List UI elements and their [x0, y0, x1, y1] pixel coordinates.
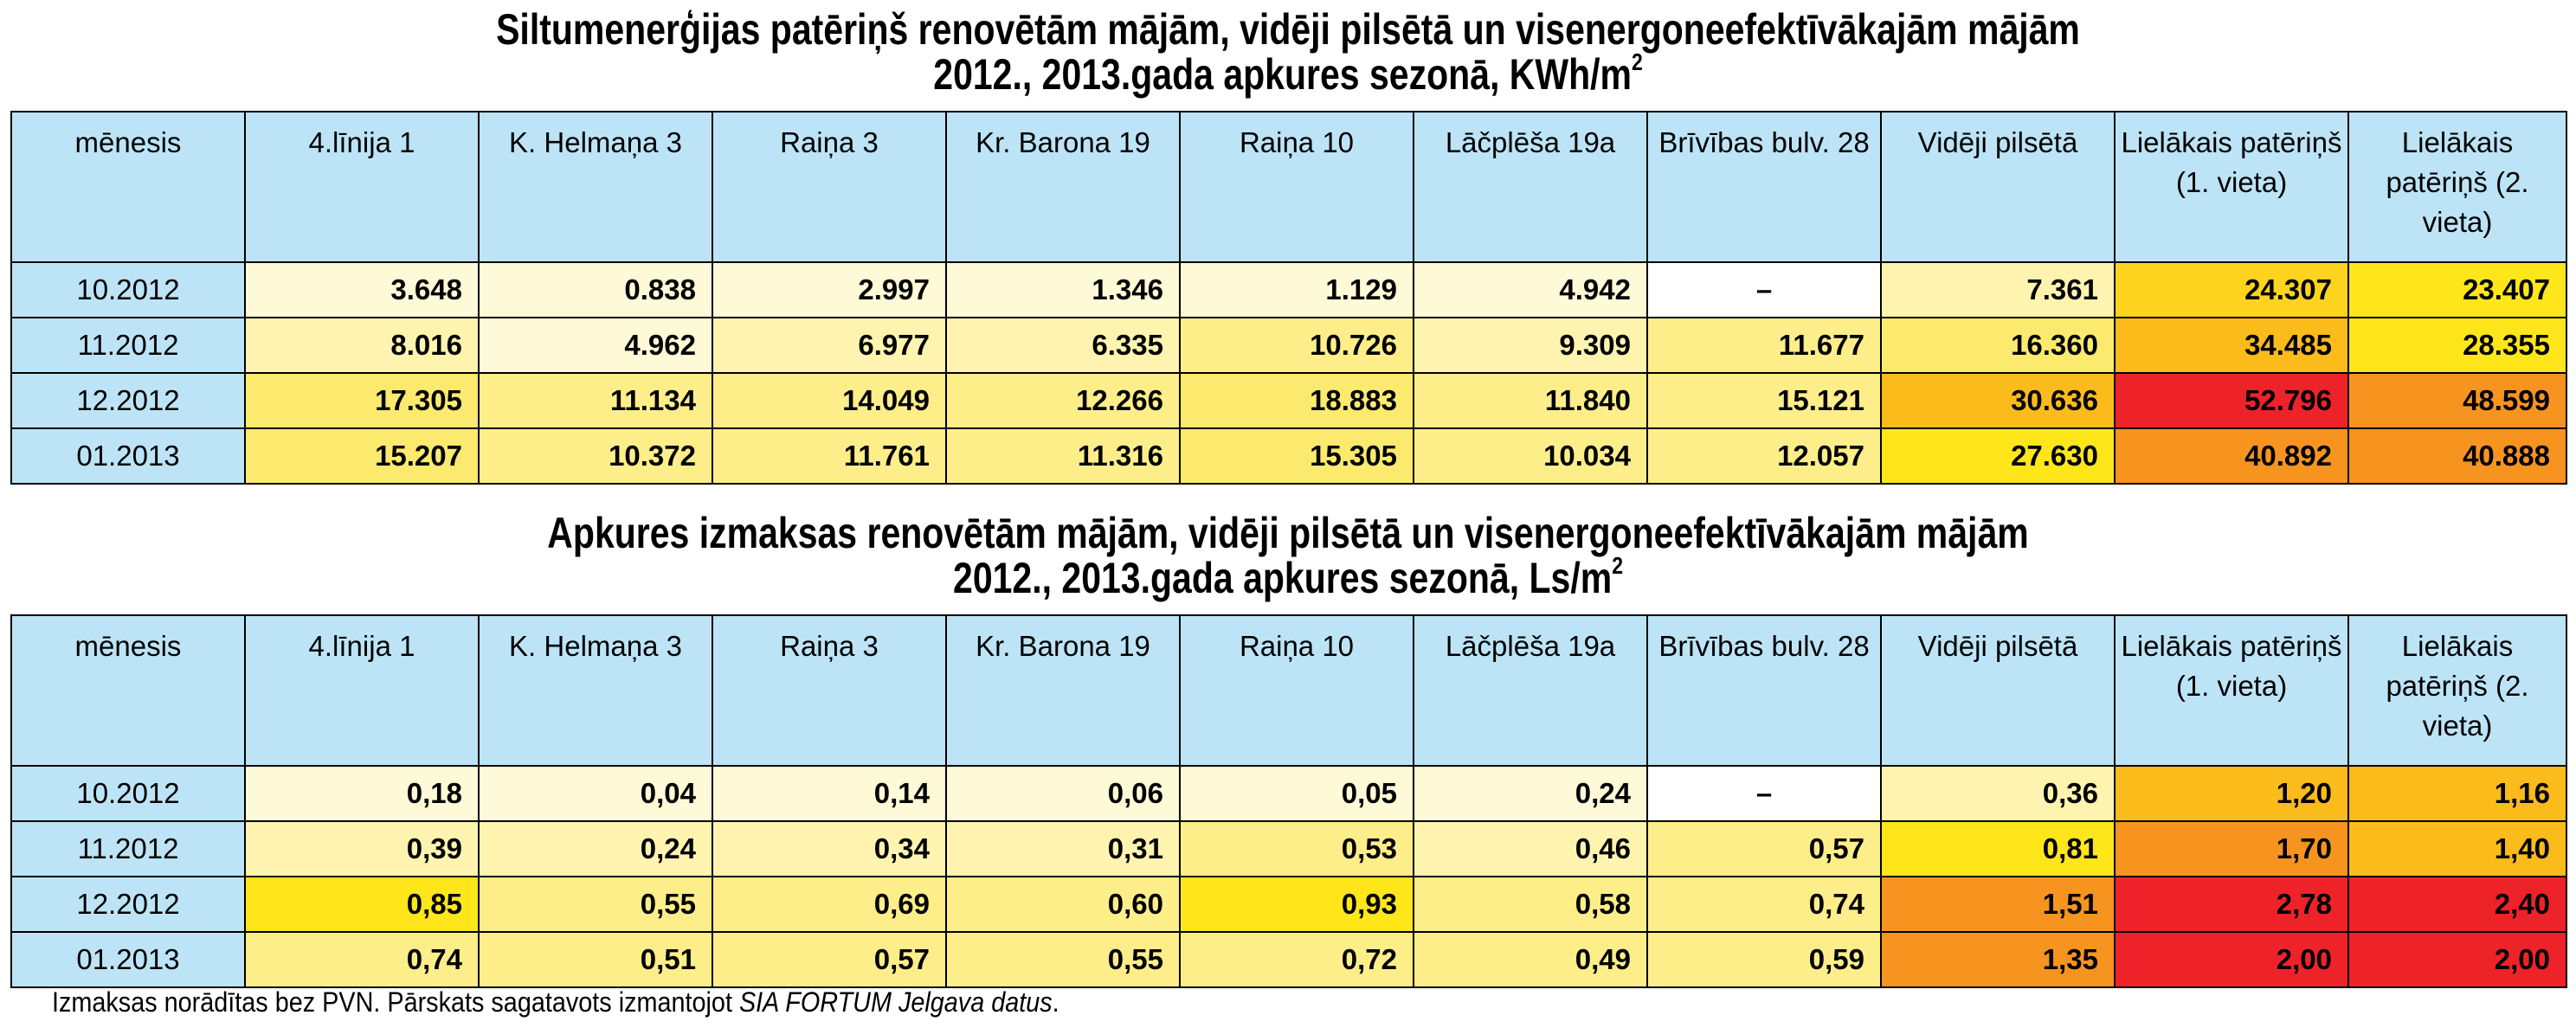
table2-header-cell: Raiņa 10 — [1180, 615, 1414, 766]
table2-value-cell: 0,93 — [1180, 877, 1414, 932]
table1-value-cell: 15.121 — [1647, 373, 1881, 428]
table1-value-cell: 6.977 — [712, 318, 946, 373]
table2-value-cell: 1,70 — [2115, 821, 2348, 877]
table1-header-cell: Kr. Barona 19 — [946, 112, 1180, 262]
table2-value-cell: 0,55 — [479, 877, 712, 932]
table1-value-cell: 18.883 — [1180, 373, 1414, 428]
table2-value-cell: 0,57 — [712, 932, 946, 987]
table2-header-cell: Lielākais patēriņš (2. vieta) — [2348, 615, 2566, 766]
table1-value-cell: 40.892 — [2115, 428, 2348, 484]
table1-value-cell: 15.305 — [1180, 428, 1414, 484]
footnote-text: Izmaksas norādītas bez PVN. Pārskats sagatavots izmantojot — [52, 986, 739, 1018]
table2-value-cell: 0,06 — [946, 766, 1180, 821]
table2-header-cell: Lielākais patēriņš (1. vieta) — [2115, 615, 2348, 766]
table2-value-cell: 0,74 — [1647, 877, 1881, 932]
table1-value-cell: 3.648 — [245, 262, 479, 318]
table1-value-cell: 15.207 — [245, 428, 479, 484]
table1-header-cell: 4.līnija 1 — [245, 112, 479, 262]
table2-value-cell: 0,53 — [1180, 821, 1414, 877]
table2-title — [232, 511, 2344, 601]
table1-value-cell: 4.962 — [479, 318, 712, 373]
table2-title-line2 — [232, 552, 2344, 602]
table2-header-cell: Brīvības bulv. 28 — [1647, 615, 1881, 766]
table2-value-cell: 0,85 — [245, 877, 479, 932]
table2-value-cell: 2,78 — [2115, 877, 2348, 932]
table1-value-cell: 11.840 — [1414, 373, 1647, 428]
table2-value-cell: 1,40 — [2348, 821, 2566, 877]
table2-month-cell: 10.2012 — [11, 766, 245, 821]
table1-value-cell: 24.307 — [2115, 262, 2348, 318]
table2-value-cell: 1,20 — [2115, 766, 2348, 821]
table1-header-cell: mēnesis — [11, 112, 245, 262]
table1-value-cell: 11.761 — [712, 428, 946, 484]
table1-value-cell: 8.016 — [245, 318, 479, 373]
table1-header-cell: Brīvības bulv. 28 — [1647, 112, 1881, 262]
table2-value-cell: 0,46 — [1414, 821, 1647, 877]
table2-value-cell: 0,58 — [1414, 877, 1647, 932]
table1-value-cell: 1.346 — [946, 262, 1180, 318]
table2-value-cell: 0,18 — [245, 766, 479, 821]
table2-value-cell: 0,72 — [1180, 932, 1414, 987]
table1-value-cell: 11.316 — [946, 428, 1180, 484]
table2-value-cell: 0,39 — [245, 821, 479, 877]
table2-header-cell: 4.līnija 1 — [245, 615, 479, 766]
table2-value-cell: 0,24 — [1414, 766, 1647, 821]
table1-value-cell: 10.726 — [1180, 318, 1414, 373]
table1-row — [11, 373, 2566, 428]
table1-value-cell: 14.049 — [712, 373, 946, 428]
table2-month-cell: 01.2013 — [11, 932, 245, 987]
table2-value-cell: 0,34 — [712, 821, 946, 877]
footnote-end: . — [1052, 986, 1059, 1018]
table1-value-cell: 34.485 — [2115, 318, 2348, 373]
table1-value-cell: 28.355 — [2348, 318, 2566, 373]
table1-header-cell: Vidēji pilsētā — [1881, 112, 2115, 262]
table2-header-cell: mēnesis — [11, 615, 245, 766]
table1-value-cell: 12.057 — [1647, 428, 1881, 484]
table2-body — [11, 766, 2566, 987]
table2-value-cell: 0,60 — [946, 877, 1180, 932]
table2-row — [11, 932, 2566, 987]
table2-value-cell: 1,51 — [1881, 877, 2115, 932]
table1-title-line2 — [232, 48, 2344, 99]
table2-value-cell: 0,04 — [479, 766, 712, 821]
table1-value-cell: 10.034 — [1414, 428, 1647, 484]
table1-row — [11, 318, 2566, 373]
table1-title-sup: 2 — [1631, 48, 1643, 75]
table1-value-cell: 12.266 — [946, 373, 1180, 428]
table1-body — [11, 262, 2566, 484]
heating-costs-table — [10, 614, 2567, 988]
table2-header-cell: Lāčplēša 19a — [1414, 615, 1647, 766]
table1-title — [232, 7, 2344, 97]
table1-header-cell: Lielākais patēriņš (1. vieta) — [2115, 112, 2348, 262]
table1-value-cell: 17.305 — [245, 373, 479, 428]
table2-header-cell: Raiņa 3 — [712, 615, 946, 766]
table1-value-cell: 16.360 — [1881, 318, 2115, 373]
table2-row — [11, 877, 2566, 932]
table1-value-cell: 4.942 — [1414, 262, 1647, 318]
table1-value-cell: 27.630 — [1881, 428, 2115, 484]
table1-month-cell: 12.2012 — [11, 373, 245, 428]
table2-value-cell: 0,31 — [946, 821, 1180, 877]
table2-row — [11, 766, 2566, 821]
table1-value-cell: 7.361 — [1881, 262, 2115, 318]
table1-value-cell: 48.599 — [2348, 373, 2566, 428]
table1-header-cell: K. Helmaņa 3 — [479, 112, 712, 262]
table2-value-cell: 0,55 — [946, 932, 1180, 987]
table2-value-cell: 1,16 — [2348, 766, 2566, 821]
table2-title-sup: 2 — [1612, 552, 1623, 579]
table1-value-cell: – — [1647, 262, 1881, 318]
table1-value-cell: 23.407 — [2348, 262, 2566, 318]
footnote — [52, 986, 1059, 1018]
table2-value-cell: 0,05 — [1180, 766, 1414, 821]
table2-value-cell: 0,14 — [712, 766, 946, 821]
table2-value-cell: 2,40 — [2348, 877, 2566, 932]
table2-header-row — [11, 615, 2566, 766]
table1-value-cell: 2.997 — [712, 262, 946, 318]
table1-header-cell: Lielākais patēriņš (2. vieta) — [2348, 112, 2566, 262]
table1-value-cell: 40.888 — [2348, 428, 2566, 484]
table2-header-cell: Vidēji pilsētā — [1881, 615, 2115, 766]
table1-title-line1: Siltumenerģijas patēriņš renovētām mājām, vidēji pilsētā un visenergoneefektīvākajām mājām — [496, 5, 2080, 54]
table1-value-cell: 10.372 — [479, 428, 712, 484]
table2-value-cell: 2,00 — [2115, 932, 2348, 987]
table1-title-line2-text: 2012., 2013.gada apkures sezonā, KWh/m — [933, 50, 1632, 99]
table2-value-cell: 0,69 — [712, 877, 946, 932]
table2-value-cell: 0,49 — [1414, 932, 1647, 987]
table2-header-cell: Kr. Barona 19 — [946, 615, 1180, 766]
table1-header-cell: Lāčplēša 19a — [1414, 112, 1647, 262]
table1-header-cell: Raiņa 3 — [712, 112, 946, 262]
table1-value-cell: 6.335 — [946, 318, 1180, 373]
table2-header-cell: K. Helmaņa 3 — [479, 615, 712, 766]
table1-row — [11, 262, 2566, 318]
table2-title-line1: Apkures izmaksas renovētām mājām, vidēji pilsētā un visenergoneefektīvākajām mājām — [547, 509, 2029, 557]
table1-value-cell: 52.796 — [2115, 373, 2348, 428]
table1-month-cell: 01.2013 — [11, 428, 245, 484]
table2-value-cell: 0,57 — [1647, 821, 1881, 877]
table1-header-row — [11, 112, 2566, 262]
table1-header-cell: Raiņa 10 — [1180, 112, 1414, 262]
table1-month-cell: 11.2012 — [11, 318, 245, 373]
table2-value-cell: 0,81 — [1881, 821, 2115, 877]
table1-month-cell: 10.2012 — [11, 262, 245, 318]
table1-value-cell: 11.677 — [1647, 318, 1881, 373]
table1-value-cell: 9.309 — [1414, 318, 1647, 373]
table2-value-cell: 0,59 — [1647, 932, 1881, 987]
table2-month-cell: 12.2012 — [11, 877, 245, 932]
table1-value-cell: 11.134 — [479, 373, 712, 428]
table2-value-cell: 1,35 — [1881, 932, 2115, 987]
table1-value-cell: 1.129 — [1180, 262, 1414, 318]
table1-row — [11, 428, 2566, 484]
table2-value-cell: – — [1647, 766, 1881, 821]
footnote-source: SIA FORTUM Jelgava datus — [738, 986, 1053, 1018]
table2-value-cell: 0,74 — [245, 932, 479, 987]
table1-value-cell: 30.636 — [1881, 373, 2115, 428]
heat-consumption-table — [10, 111, 2567, 485]
table2-month-cell: 11.2012 — [11, 821, 245, 877]
table2-row — [11, 821, 2566, 877]
table2-value-cell: 2,00 — [2348, 932, 2566, 987]
table2-value-cell: 0,24 — [479, 821, 712, 877]
table1-value-cell: 0.838 — [479, 262, 712, 318]
table2-title-line2-text: 2012., 2013.gada apkures sezonā, Ls/m — [953, 554, 1613, 602]
table2-value-cell: 0,36 — [1881, 766, 2115, 821]
table2-value-cell: 0,51 — [479, 932, 712, 987]
